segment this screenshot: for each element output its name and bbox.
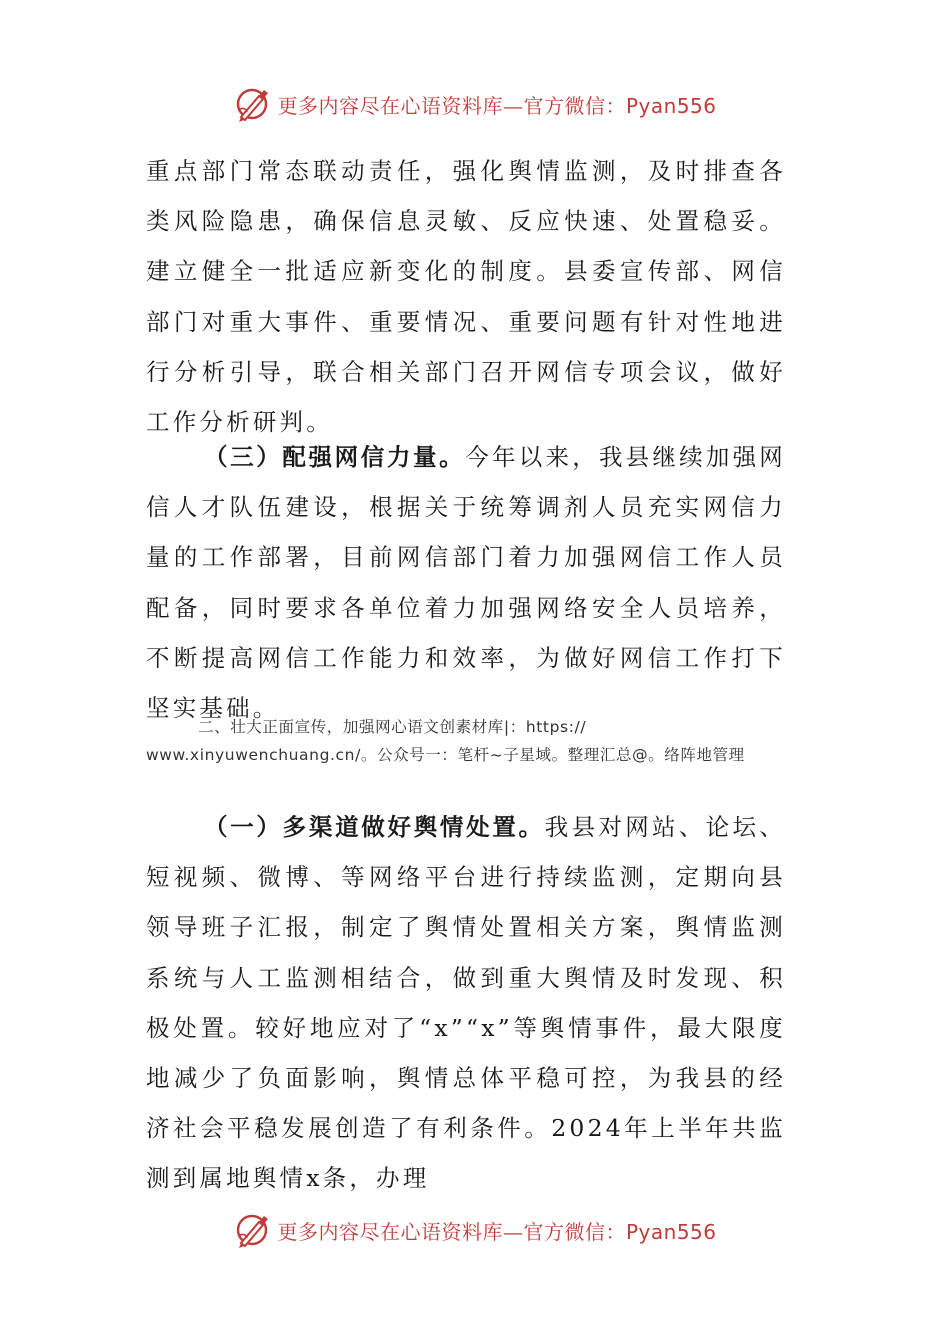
paragraph-1: 重点部门常态联动责任，强化舆情监测，及时排查各类风险隐患，确保信息灵敏、反应快速、处置稳妥。建立健全一批适应新变化的制度。县委宣传部、网信部门对重大事件、重要情况、重要问题有针对性地进行分析引导，联合相关部门召开网信专项会议，做好工作分析研判。 — [146, 157, 786, 437]
note-line-1: 二、壮大正面宣传，加强网心语文创素材库|：https:// — [198, 718, 587, 736]
note-line-2: www.xinyuwenchuang.cn/。公众号一：笔杆~子星域。整理汇总@。络阵地管理 — [146, 746, 745, 764]
paragraph-4 — [146, 802, 786, 1204]
pen-logo-icon — [233, 84, 273, 124]
header-banner-text: 更多内容尽在心语资料库—官方微信：Pyan556 — [277, 93, 717, 118]
header-banner — [0, 84, 950, 124]
section-heading-3: （三）配强网信力量。 — [204, 443, 466, 471]
section-heading-1: （一）多渠道做好舆情处置。 — [204, 813, 545, 841]
pen-logo-icon — [233, 1210, 273, 1250]
paragraph-3-note — [146, 713, 806, 769]
paragraph-4-body: 我县对网站、论坛、短视频、微博、等网络平台进行持续监测，定期向县领导班子汇报，制定了舆情处置相关方案，舆情监测系统与人工监测相结合，做到重大舆情及时发现、积极处置。较好地应对了“x”“x”等舆情事件，最大限度地减少了负面影响，舆情总体平稳可控，为我县的经济社会平稳发展创造了有利条件。2024年上半年共监测到属地舆情x条，办理 — [146, 813, 786, 1193]
paragraph-2-body: 今年以来，我县继续加强网信人才队伍建设，根据关于统筹调剂人员充实网信力量的工作部署，目前网信部门着力加强网信工作人员配备，同时要求各单位着力加强网络安全人员培养，不断提高网信工作能力和效率，为做好网信工作打下坚实基础。 — [146, 443, 787, 723]
paragraph-2 — [146, 432, 786, 733]
footer-banner — [0, 1210, 950, 1250]
footer-banner-text: 更多内容尽在心语资料库—官方微信：Pyan556 — [277, 1219, 717, 1244]
